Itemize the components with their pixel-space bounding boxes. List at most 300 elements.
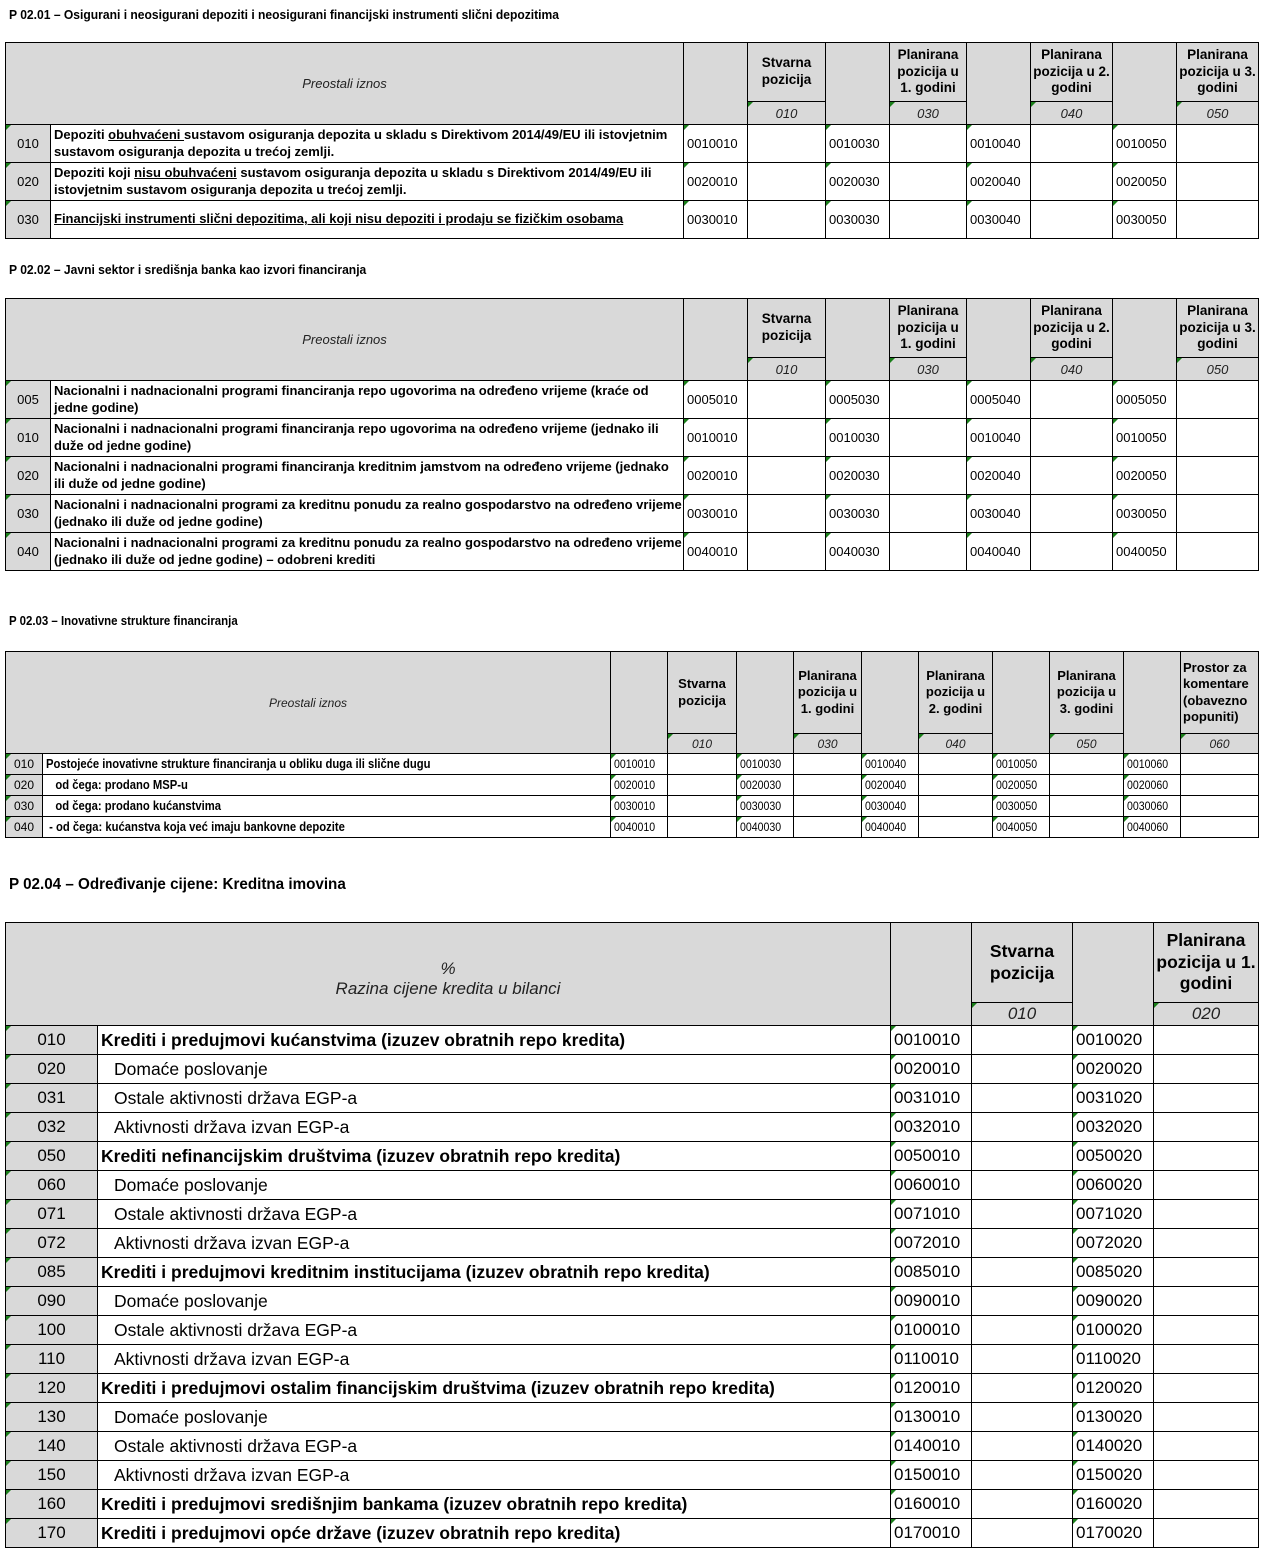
value-cell[interactable]	[1177, 163, 1259, 201]
value-cell[interactable]	[972, 1374, 1073, 1403]
table-row	[6, 163, 1259, 201]
cell-id: 0030010	[684, 201, 748, 239]
table-p0202	[5, 298, 1259, 571]
column-code: 030	[794, 734, 862, 754]
value-cell[interactable]	[919, 817, 993, 838]
cell-id: 0010030	[826, 419, 890, 457]
cell-id: 0085010	[891, 1258, 972, 1287]
section-title-p0204: P 02.04 – Određivanje cijene: Kreditna imovina	[9, 876, 346, 893]
row-code: 010	[6, 754, 43, 775]
value-cell[interactable]	[1050, 796, 1124, 817]
cell-id: 0032010	[891, 1113, 972, 1142]
value-cell[interactable]	[748, 125, 826, 163]
value-cell[interactable]	[1154, 1113, 1259, 1142]
cell-id: 0010030	[737, 754, 794, 775]
header-spacer	[684, 299, 748, 381]
row-label: Nacionalni i nadnacionalni programi za kreditnu ponudu za realno gospodarstvo na određeno vrijeme (jednako ili duže od jedne godine) – odobreni krediti	[51, 533, 684, 571]
row-label: Krediti nefinancijskim društvima (izuzev obratnih repo kredita)	[98, 1142, 891, 1171]
value-cell[interactable]	[1031, 495, 1113, 533]
row-code: 085	[6, 1258, 98, 1287]
cell-id: 0140010	[891, 1432, 972, 1461]
value-cell[interactable]	[794, 817, 862, 838]
header-spacer	[1113, 43, 1177, 125]
column-header: Planirana pozicija u 3. godini	[1177, 299, 1259, 358]
value-cell[interactable]	[972, 1200, 1073, 1229]
value-cell[interactable]	[748, 163, 826, 201]
value-cell[interactable]	[1154, 1519, 1259, 1548]
value-cell[interactable]	[1154, 1374, 1259, 1403]
value-cell[interactable]	[794, 754, 862, 775]
row-label: - od čega: kućanstva koja već imaju bankovne depozite	[43, 817, 611, 838]
value-cell[interactable]	[972, 1084, 1073, 1113]
cell-id: 0020040	[862, 775, 919, 796]
column-header: Planirana pozicija u 3. godini	[1050, 652, 1124, 734]
value-cell[interactable]	[890, 201, 967, 239]
cell-id: 0030030	[737, 796, 794, 817]
value-cell[interactable]	[919, 775, 993, 796]
row-label: Ostale aktivnosti država EGP-a	[98, 1432, 891, 1461]
value-cell[interactable]	[1177, 533, 1259, 571]
value-cell[interactable]	[1154, 1403, 1259, 1432]
cell-id: 0020060	[1124, 775, 1181, 796]
value-cell[interactable]	[972, 1142, 1073, 1171]
cell-id: 0030040	[967, 495, 1031, 533]
value-cell[interactable]	[972, 1345, 1073, 1374]
cell-id: 0030050	[1113, 201, 1177, 239]
cell-id: 0031020	[1073, 1084, 1154, 1113]
column-code: 010	[668, 734, 737, 754]
cell-id: 0030050	[1113, 495, 1177, 533]
row-label: Krediti i predujmovi kućanstvima (izuzev obratnih repo kredita)	[98, 1026, 891, 1055]
cell-id: 0130020	[1073, 1403, 1154, 1432]
column-code: 050	[1177, 102, 1259, 125]
value-cell[interactable]	[890, 419, 967, 457]
cell-id: 0005010	[684, 381, 748, 419]
cell-id: 0160020	[1073, 1490, 1154, 1519]
table-row	[6, 457, 1259, 495]
cell-id: 0010030	[826, 125, 890, 163]
table-row	[6, 1374, 1259, 1403]
cell-id: 0040050	[1113, 533, 1177, 571]
cell-id: 0040040	[862, 817, 919, 838]
cell-id: 0005050	[1113, 381, 1177, 419]
table-row	[6, 201, 1259, 239]
section-title-p0202: P 02.02 – Javni sektor i središnja banka kao izvori financiranja	[9, 262, 367, 277]
column-code: 050	[1050, 734, 1124, 754]
cell-id: 0005030	[826, 381, 890, 419]
value-cell[interactable]	[890, 495, 967, 533]
cell-id: 0010050	[993, 754, 1050, 775]
cell-id: 0030030	[826, 495, 890, 533]
cell-id: 0050010	[891, 1142, 972, 1171]
row-label: Aktivnosti država izvan EGP-a	[98, 1113, 891, 1142]
table-row	[6, 775, 1259, 796]
row-label: Aktivnosti država izvan EGP-a	[98, 1229, 891, 1258]
table-row	[6, 495, 1259, 533]
value-cell[interactable]	[1154, 1200, 1259, 1229]
cell-id: 0150020	[1073, 1461, 1154, 1490]
value-cell[interactable]	[1177, 381, 1259, 419]
header-spacer	[1073, 923, 1154, 1026]
row-code: 020	[6, 163, 51, 201]
value-cell[interactable]	[748, 533, 826, 571]
value-cell[interactable]	[1154, 1432, 1259, 1461]
row-label: od čega: prodano kućanstvima	[43, 796, 611, 817]
value-cell[interactable]	[972, 1229, 1073, 1258]
row-label: Domaće poslovanje	[98, 1403, 891, 1432]
cell-id: 0140020	[1073, 1432, 1154, 1461]
value-cell[interactable]	[1154, 1229, 1259, 1258]
column-code: 030	[890, 102, 967, 125]
header-preostali-iznos: Preostali iznos	[6, 299, 684, 381]
cell-id: 0010020	[1073, 1026, 1154, 1055]
value-cell[interactable]	[1154, 1258, 1259, 1287]
row-code: 020	[6, 775, 43, 796]
comment-cell[interactable]	[1181, 817, 1259, 838]
row-label: Domaće poslovanje	[98, 1171, 891, 1200]
cell-id: 0050020	[1073, 1142, 1154, 1171]
cell-id: 0020030	[826, 457, 890, 495]
row-label: Nacionalni i nadnacionalni programi za kreditnu ponudu za realno gospodarstvo na određeno vrijeme (jednako ili duže od jedne godine)	[51, 495, 684, 533]
row-code: 005	[6, 381, 51, 419]
table-row	[6, 817, 1259, 838]
header-spacer	[862, 652, 919, 754]
value-cell[interactable]	[1031, 201, 1113, 239]
row-code: 130	[6, 1403, 98, 1432]
row-code: 100	[6, 1316, 98, 1345]
row-label: Depoziti obuhvaćeni sustavom osiguranja depozita u skladu s Direktivom 2014/49/EU ili istovjetnim sustavom osiguranja depozita u trećoj zemlji.	[51, 125, 684, 163]
column-header: Planirana pozicija u 2. godini	[919, 652, 993, 734]
table-row	[6, 796, 1259, 817]
value-cell[interactable]	[919, 796, 993, 817]
value-cell[interactable]	[1154, 1490, 1259, 1519]
row-code: 010	[6, 1026, 98, 1055]
header-spacer	[826, 299, 890, 381]
table-row	[6, 1490, 1259, 1519]
value-cell[interactable]	[919, 754, 993, 775]
column-code: 050	[1177, 358, 1259, 381]
cell-id: 0020010	[611, 775, 668, 796]
cell-id: 0085020	[1073, 1258, 1154, 1287]
row-label: Aktivnosti država izvan EGP-a	[98, 1345, 891, 1374]
value-cell[interactable]	[972, 1113, 1073, 1142]
cell-id: 0040010	[611, 817, 668, 838]
row-label: Nacionalni i nadnacionalni programi financiranja repo ugovorima na određeno vrijeme (kraće od jedne godine)	[51, 381, 684, 419]
cell-id: 0020010	[684, 163, 748, 201]
column-header: Stvarna pozicija	[668, 652, 737, 734]
row-code: 040	[6, 533, 51, 571]
table-row	[6, 1229, 1259, 1258]
value-cell[interactable]	[748, 457, 826, 495]
value-cell[interactable]	[972, 1490, 1073, 1519]
value-cell[interactable]	[972, 1316, 1073, 1345]
value-cell[interactable]	[1031, 163, 1113, 201]
header-unit: %	[440, 959, 456, 978]
value-cell[interactable]	[1177, 457, 1259, 495]
column-header: Planirana pozicija u 1. godini	[890, 299, 967, 358]
row-label: Krediti i predujmovi ostalim financijskim društvima (izuzev obratnih repo kredita)	[98, 1374, 891, 1403]
cell-id: 0031010	[891, 1084, 972, 1113]
cell-id: 0030060	[1124, 796, 1181, 817]
section-title-p0201: P 02.01 – Osigurani i neosigurani depoziti i neosigurani financijski instrumenti slični depozitima	[9, 7, 560, 22]
row-label: Nacionalni i nadnacionalni programi financiranja kreditnim jamstvom na određeno vrijeme (jednako ili duže od jedne godine)	[51, 457, 684, 495]
row-code: 010	[6, 419, 51, 457]
row-code: 060	[6, 1171, 98, 1200]
value-cell[interactable]	[890, 163, 967, 201]
cell-id: 0150010	[891, 1461, 972, 1490]
header-spacer	[967, 43, 1031, 125]
cell-id: 0030030	[826, 201, 890, 239]
column-header: Planirana pozicija u 2. godini	[1031, 299, 1113, 358]
value-cell[interactable]	[668, 817, 737, 838]
value-cell[interactable]	[972, 1403, 1073, 1432]
value-cell[interactable]	[794, 796, 862, 817]
row-label: od čega: prodano MSP-u	[43, 775, 611, 796]
table-row	[6, 1142, 1259, 1171]
cell-id: 0030010	[684, 495, 748, 533]
value-cell[interactable]	[1031, 457, 1113, 495]
value-cell[interactable]	[972, 1461, 1073, 1490]
cell-id: 0010050	[1113, 419, 1177, 457]
cell-id: 0010010	[684, 419, 748, 457]
row-label: Depoziti koji nisu obuhvaćeni sustavom osiguranja depozita u skladu s Direktivom 2014/49/EU ili istovjetnim sustavom osiguranja depozita u trećoj zemlji.	[51, 163, 684, 201]
table-row	[6, 1171, 1259, 1200]
value-cell[interactable]	[1031, 419, 1113, 457]
value-cell[interactable]	[1154, 1084, 1259, 1113]
value-cell[interactable]	[1050, 754, 1124, 775]
value-cell[interactable]	[972, 1026, 1073, 1055]
row-label: Aktivnosti država izvan EGP-a	[98, 1461, 891, 1490]
cell-id: 0130010	[891, 1403, 972, 1432]
header-label: Razina cijene kredita u bilanci	[335, 979, 561, 998]
column-header: Stvarna pozicija	[748, 299, 826, 358]
cell-id: 0030010	[611, 796, 668, 817]
value-cell[interactable]	[748, 495, 826, 533]
cell-id: 0010010	[611, 754, 668, 775]
value-cell[interactable]	[972, 1258, 1073, 1287]
header-spacer	[684, 43, 748, 125]
row-label: Krediti i predujmovi središnjim bankama (izuzev obratnih repo kredita)	[98, 1490, 891, 1519]
cell-id: 0071020	[1073, 1200, 1154, 1229]
value-cell[interactable]	[1154, 1316, 1259, 1345]
value-cell[interactable]	[748, 201, 826, 239]
value-cell[interactable]	[1050, 775, 1124, 796]
cell-id: 0060020	[1073, 1171, 1154, 1200]
header-preostali-iznos: Preostali iznos	[6, 43, 684, 125]
value-cell[interactable]	[1177, 125, 1259, 163]
column-header: Planirana pozicija u 1. godini	[890, 43, 967, 102]
value-cell[interactable]	[1177, 495, 1259, 533]
row-code: 010	[6, 125, 51, 163]
value-cell[interactable]	[1154, 1055, 1259, 1084]
value-cell[interactable]	[1031, 125, 1113, 163]
cell-id: 0020010	[684, 457, 748, 495]
row-code: 170	[6, 1519, 98, 1548]
row-code: 050	[6, 1142, 98, 1171]
cell-id: 0020020	[1073, 1055, 1154, 1084]
value-cell[interactable]	[1154, 1287, 1259, 1316]
table-row	[6, 1055, 1259, 1084]
cell-id: 0020040	[967, 163, 1031, 201]
cell-id: 0110010	[891, 1345, 972, 1374]
row-label: Nacionalni i nadnacionalni programi financiranja repo ugovorima na određeno vrijeme (jednako ili duže od jedne godine)	[51, 419, 684, 457]
column-code: 010	[972, 1003, 1073, 1026]
value-cell[interactable]	[1154, 1461, 1259, 1490]
value-cell[interactable]	[890, 381, 967, 419]
cell-id: 0030050	[993, 796, 1050, 817]
comment-cell[interactable]	[1181, 775, 1259, 796]
row-label: Domaće poslovanje	[98, 1055, 891, 1084]
value-cell[interactable]	[972, 1171, 1073, 1200]
cell-id: 0020050	[1113, 457, 1177, 495]
header-razina-cijene	[6, 923, 891, 1026]
value-cell[interactable]	[1154, 1026, 1259, 1055]
row-code: 020	[6, 1055, 98, 1084]
cell-id: 0010050	[1113, 125, 1177, 163]
cell-id: 0020050	[1113, 163, 1177, 201]
column-code: 060	[1181, 734, 1259, 754]
table-row	[6, 754, 1259, 775]
table-row	[6, 1113, 1259, 1142]
column-header: Planirana pozicija u 1. godini	[794, 652, 862, 734]
table-row	[6, 381, 1259, 419]
table-row	[6, 533, 1259, 571]
value-cell[interactable]	[890, 457, 967, 495]
table-row	[6, 1026, 1259, 1055]
cell-id: 0040010	[684, 533, 748, 571]
cell-id: 0100010	[891, 1316, 972, 1345]
value-cell[interactable]	[794, 775, 862, 796]
comment-cell[interactable]	[1181, 796, 1259, 817]
column-code: 010	[748, 358, 826, 381]
table-row	[6, 1287, 1259, 1316]
value-cell[interactable]	[1177, 419, 1259, 457]
value-cell[interactable]	[890, 533, 967, 571]
cell-id: 0120010	[891, 1374, 972, 1403]
row-label: Financijski instrumenti slični depozitima, ali koji nisu depoziti i prodaju se fizičkim osobama	[51, 201, 684, 239]
value-cell[interactable]	[972, 1055, 1073, 1084]
table-row	[6, 1200, 1259, 1229]
value-cell[interactable]	[1154, 1142, 1259, 1171]
row-label: Krediti i predujmovi opće države (izuzev obratnih repo kredita)	[98, 1519, 891, 1548]
cell-id: 0040060	[1124, 817, 1181, 838]
cell-id: 0040030	[737, 817, 794, 838]
header-preostali-iznos: Preostali iznos	[6, 652, 611, 754]
table-p0201	[5, 42, 1259, 239]
column-code: 030	[890, 358, 967, 381]
table-row	[6, 1519, 1259, 1548]
value-cell[interactable]	[668, 754, 737, 775]
column-header: Planirana pozicija u 3. godini	[1177, 43, 1259, 102]
table-row	[6, 419, 1259, 457]
cell-id: 0010010	[684, 125, 748, 163]
row-code: 150	[6, 1461, 98, 1490]
row-code: 120	[6, 1374, 98, 1403]
cell-id: 0020050	[993, 775, 1050, 796]
table-p0204	[5, 922, 1259, 1548]
header-spacer	[993, 652, 1050, 754]
value-cell[interactable]	[1154, 1171, 1259, 1200]
table-row	[6, 1345, 1259, 1374]
row-code: 090	[6, 1287, 98, 1316]
cell-id: 0010060	[1124, 754, 1181, 775]
column-header: Planirana pozicija u 1. godini	[1154, 923, 1259, 1003]
value-cell[interactable]	[890, 125, 967, 163]
row-code: 030	[6, 201, 51, 239]
cell-id: 0090010	[891, 1287, 972, 1316]
value-cell[interactable]	[668, 796, 737, 817]
column-code: 040	[1031, 358, 1113, 381]
cell-id: 0170010	[891, 1519, 972, 1548]
row-label: Ostale aktivnosti država EGP-a	[98, 1200, 891, 1229]
row-label: Postojeće inovativne strukture financiranja u obliku duga ili slične dugu	[43, 754, 611, 775]
row-label: Ostale aktivnosti država EGP-a	[98, 1316, 891, 1345]
row-code: 030	[6, 495, 51, 533]
row-code: 140	[6, 1432, 98, 1461]
column-header: Stvarna pozicija	[972, 923, 1073, 1003]
comment-cell[interactable]	[1181, 754, 1259, 775]
table-row	[6, 1432, 1259, 1461]
column-header: Prostor za komentare (obavezno popuniti)	[1181, 652, 1259, 734]
cell-id: 0040030	[826, 533, 890, 571]
cell-id: 0010040	[967, 419, 1031, 457]
header-spacer	[826, 43, 890, 125]
value-cell[interactable]	[1177, 201, 1259, 239]
header-spacer	[891, 923, 972, 1026]
table-row	[6, 125, 1259, 163]
cell-id: 0020010	[891, 1055, 972, 1084]
column-header: Stvarna pozicija	[748, 43, 826, 102]
cell-id: 0040050	[993, 817, 1050, 838]
table-row	[6, 1084, 1259, 1113]
value-cell[interactable]	[748, 381, 826, 419]
value-cell[interactable]	[972, 1432, 1073, 1461]
row-label: Domaće poslovanje	[98, 1287, 891, 1316]
value-cell[interactable]	[1031, 533, 1113, 571]
column-header: Planirana pozicija u 2. godini	[1031, 43, 1113, 102]
row-label: Krediti i predujmovi kreditnim institucijama (izuzev obratnih repo kredita)	[98, 1258, 891, 1287]
header-spacer	[611, 652, 668, 754]
cell-id: 0020030	[737, 775, 794, 796]
row-code: 031	[6, 1084, 98, 1113]
column-code: 040	[1031, 102, 1113, 125]
column-code: 040	[919, 734, 993, 754]
value-cell[interactable]	[748, 419, 826, 457]
row-code: 071	[6, 1200, 98, 1229]
row-code: 020	[6, 457, 51, 495]
cell-id: 0120020	[1073, 1374, 1154, 1403]
value-cell[interactable]	[1154, 1345, 1259, 1374]
value-cell[interactable]	[1031, 381, 1113, 419]
row-code: 040	[6, 817, 43, 838]
cell-id: 0030040	[862, 796, 919, 817]
value-cell[interactable]	[972, 1287, 1073, 1316]
cell-id: 0090020	[1073, 1287, 1154, 1316]
row-code: 030	[6, 796, 43, 817]
cell-id: 0072020	[1073, 1229, 1154, 1258]
cell-id: 0020040	[967, 457, 1031, 495]
header-spacer	[1113, 299, 1177, 381]
table-p0203	[5, 651, 1259, 838]
row-code: 160	[6, 1490, 98, 1519]
cell-id: 0072010	[891, 1229, 972, 1258]
value-cell[interactable]	[972, 1519, 1073, 1548]
value-cell[interactable]	[668, 775, 737, 796]
value-cell[interactable]	[1050, 817, 1124, 838]
cell-id: 0060010	[891, 1171, 972, 1200]
header-spacer	[737, 652, 794, 754]
cell-id: 0040040	[967, 533, 1031, 571]
